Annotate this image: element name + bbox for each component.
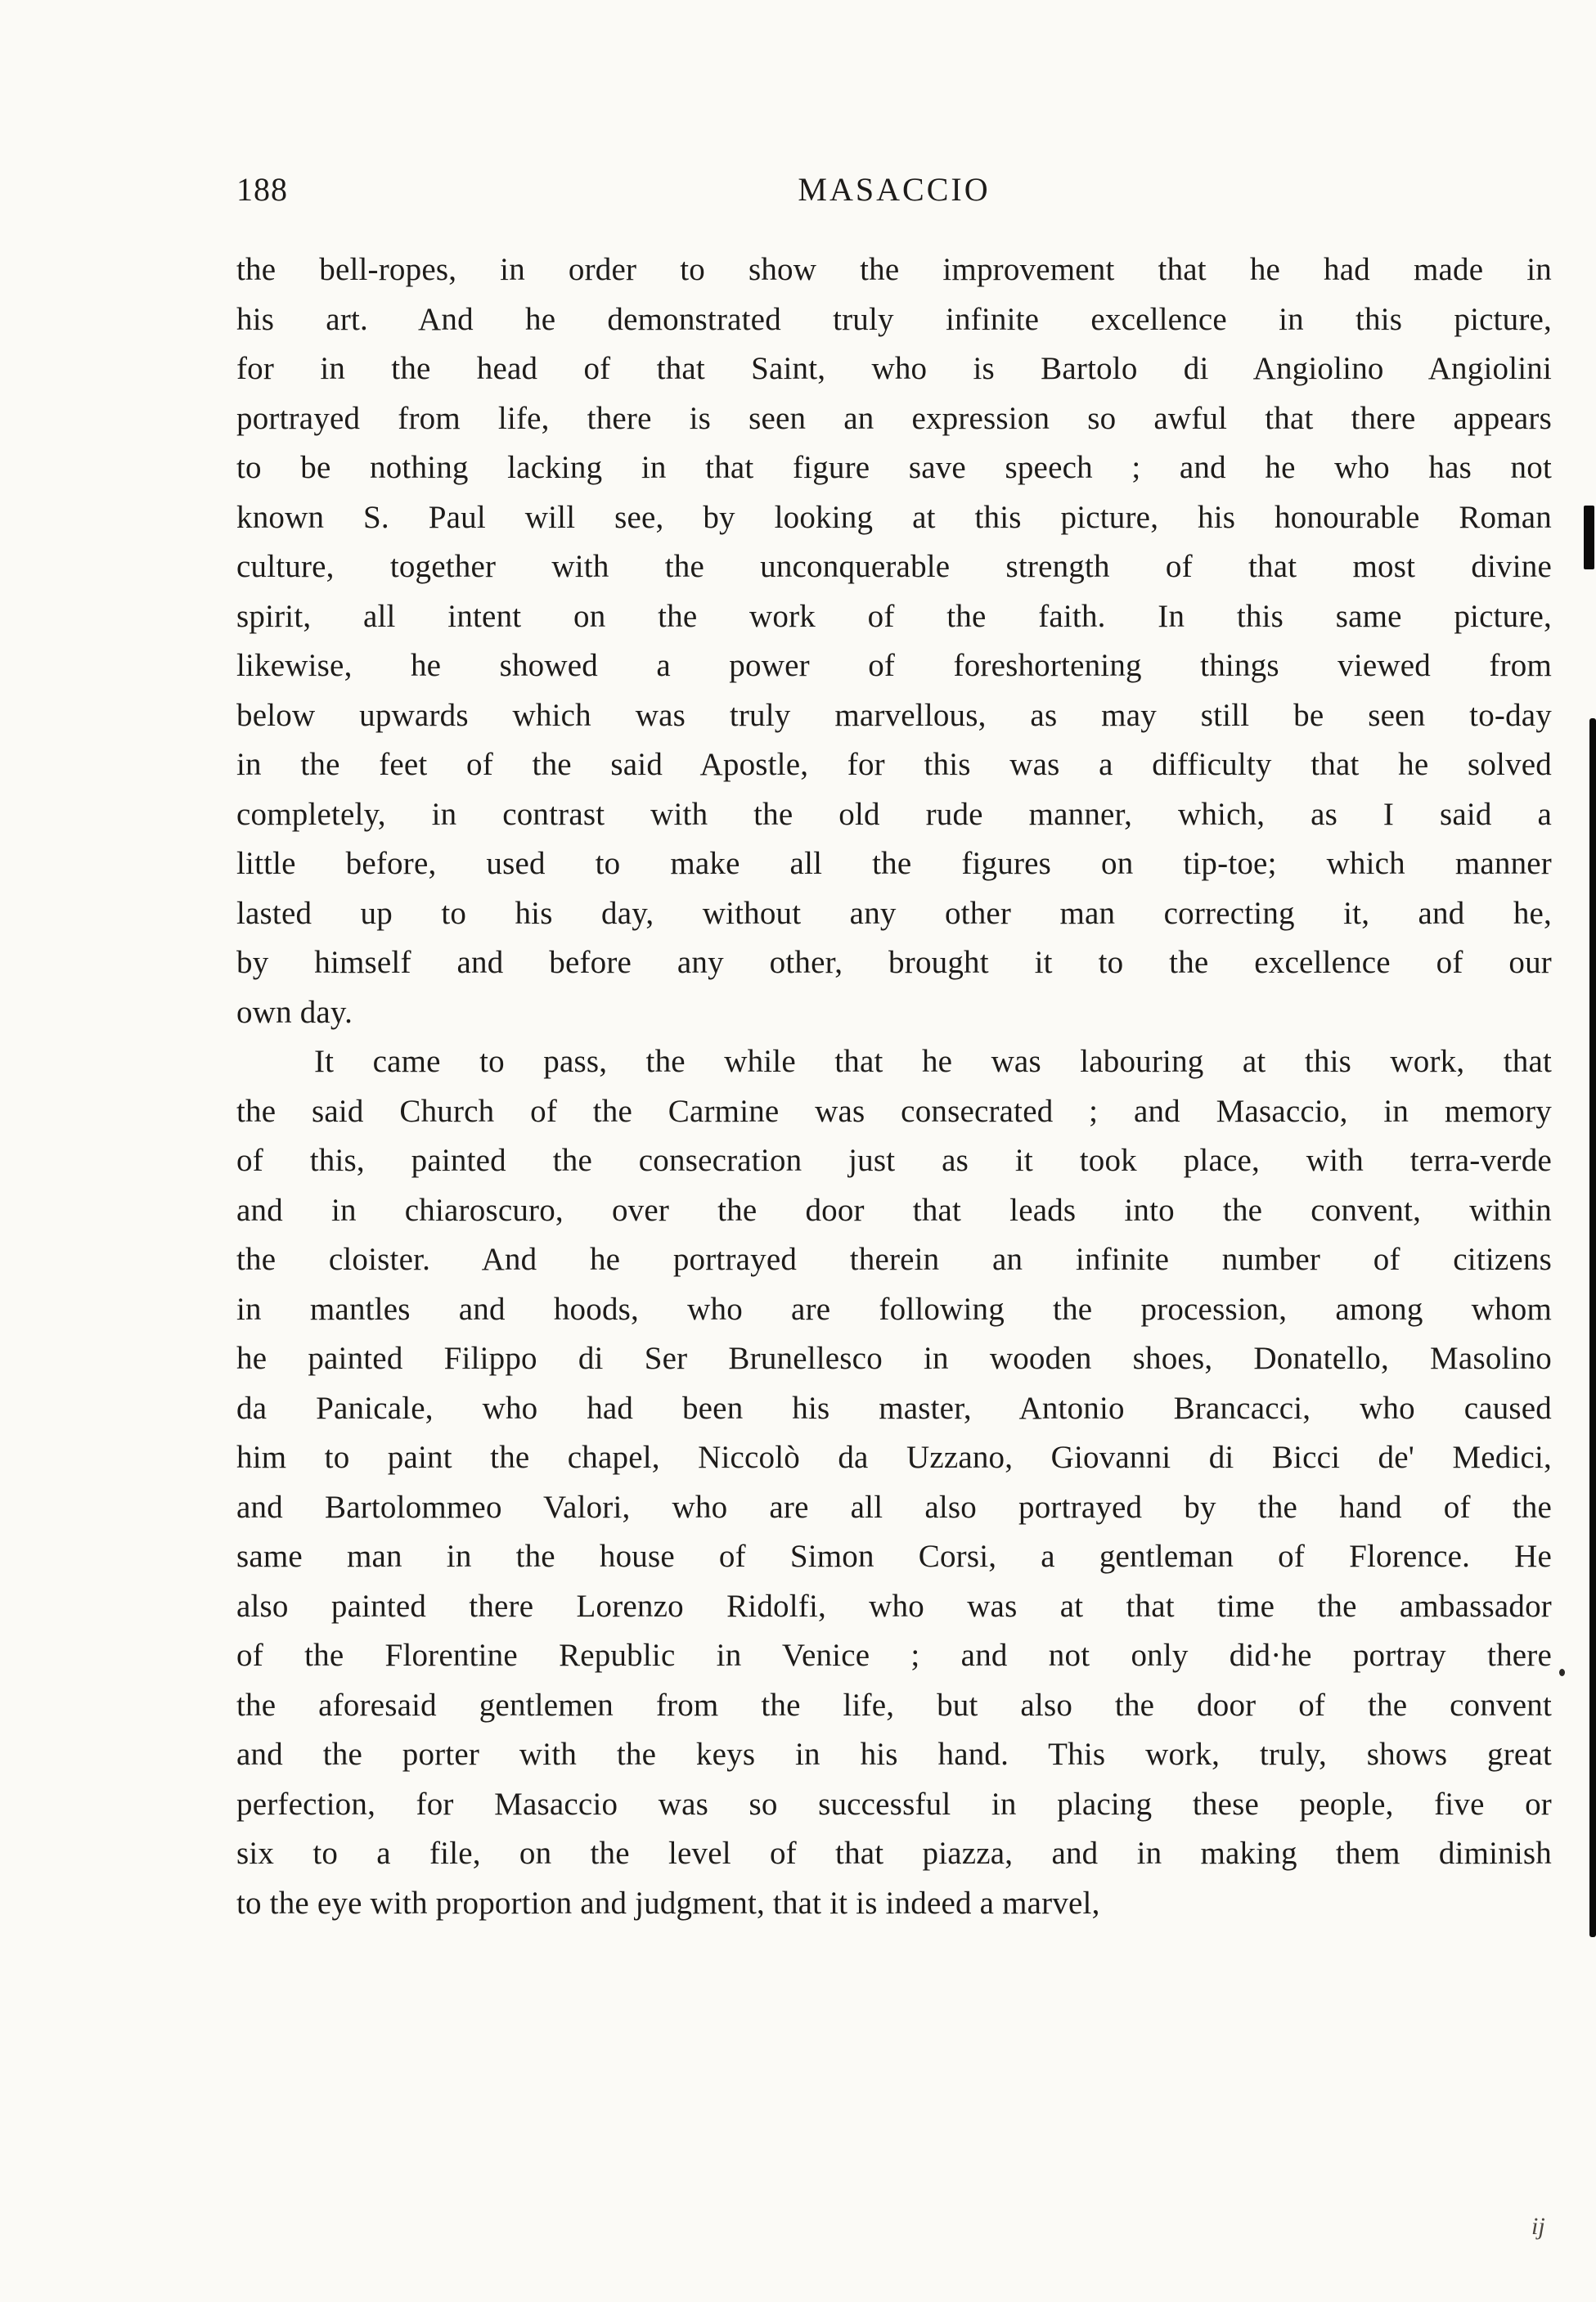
text-line: his art. And he demonstrated truly infinite excellence in this picture, — [236, 301, 1552, 337]
text-line: and the porter with the keys in his hand. This work, truly, shows great — [236, 1737, 1552, 1772]
text-line: perfection, for Masaccio was so successful in placing these people, five or — [236, 1786, 1552, 1822]
paragraph-consecration — [236, 1037, 1552, 1928]
text-line: same man in the house of Simon Corsi, a gentleman of Florence. He — [236, 1539, 1552, 1574]
text-line: known S. Paul will see, by looking at this picture, his honourable Roman — [236, 499, 1552, 535]
text-line: own day. — [236, 994, 353, 1030]
text-line: spirit, all intent on the work of the faith. In this same picture, — [236, 598, 1552, 634]
text-line: to the eye with proportion and judgment, that it is indeed a marvel, — [236, 1885, 1100, 1921]
text-line: and Bartolommeo Valori, who are all also portrayed by the hand of the — [236, 1489, 1552, 1525]
text-line: he painted Filippo di Ser Brunellesco in wooden shoes, Donatello, Masolino — [236, 1341, 1552, 1376]
text-line: of this, painted the consecration just as it took place, with terra-verde — [236, 1143, 1552, 1178]
text-line: by himself and before any other, brought it to the excellence of our — [236, 945, 1552, 980]
text-line: portrayed from life, there is seen an expression so awful that there appears — [236, 400, 1552, 436]
text-line: him to paint the chapel, Niccolò da Uzzano, Giovanni di Bicci de' Medici, — [236, 1440, 1552, 1475]
text-line: lasted up to his day, without any other man correcting it, and he, — [236, 895, 1552, 931]
text-line: and in chiaroscuro, over the door that leads into the convent, within — [236, 1192, 1552, 1228]
page-header — [236, 170, 1552, 211]
text-line: culture, together with the unconquerable strength of that most divine — [236, 549, 1552, 584]
page-number: 188 — [236, 171, 288, 208]
text-line: completely, in contrast with the old rude manner, which, as I said a — [236, 796, 1552, 832]
paragraph-continuation — [236, 245, 1552, 1037]
text-line: in the feet of the said Apostle, for this was a difficulty that he solved — [236, 747, 1552, 782]
text-line: the cloister. And he portrayed therein an infinite number of citizens — [236, 1242, 1552, 1277]
text-line: of the Florentine Republic in Venice ; and not only did·he portray there — [236, 1638, 1552, 1673]
text-line: in mantles and hoods, who are following the procession, among whom — [236, 1291, 1552, 1327]
text-line: six to a file, on the level of that piazza, and in making them diminish — [236, 1836, 1552, 1871]
scan-edge-mark: ij — [1531, 2213, 1545, 2240]
text-line: It came to pass, the while that he was labouring at this work, that — [314, 1044, 1552, 1079]
running-title: MASACCIO — [798, 171, 991, 208]
scan-artifact — [1584, 506, 1594, 569]
text-line: da Panicale, who had been his master, Antonio Brancacci, who caused — [236, 1390, 1552, 1426]
text-line: the said Church of the Carmine was consecrated ; and Masaccio, in memory — [236, 1093, 1552, 1129]
text-line: below upwards which was truly marvellous, as may still be seen to-day — [236, 697, 1552, 733]
text-line: little before, used to make all the figures on tip-toe; which manner — [236, 846, 1552, 881]
text-line: the bell-ropes, in order to show the improvement that he had made in — [236, 252, 1552, 287]
text-line: the aforesaid gentlemen from the life, but also the door of the convent — [236, 1687, 1552, 1723]
text-block — [236, 245, 1552, 1928]
text-line: likewise, he showed a power of foreshortening things viewed from — [236, 648, 1552, 683]
text-line: for in the head of that Saint, who is Bartolo di Angiolino Angiolini — [236, 351, 1552, 386]
scan-artifact — [1559, 1669, 1565, 1676]
scan-artifact — [1589, 718, 1596, 1937]
text-line: to be nothing lacking in that figure save speech ; and he who has not — [236, 450, 1552, 485]
text-line: also painted there Lorenzo Ridolfi, who was at that time the ambassador — [236, 1588, 1552, 1624]
